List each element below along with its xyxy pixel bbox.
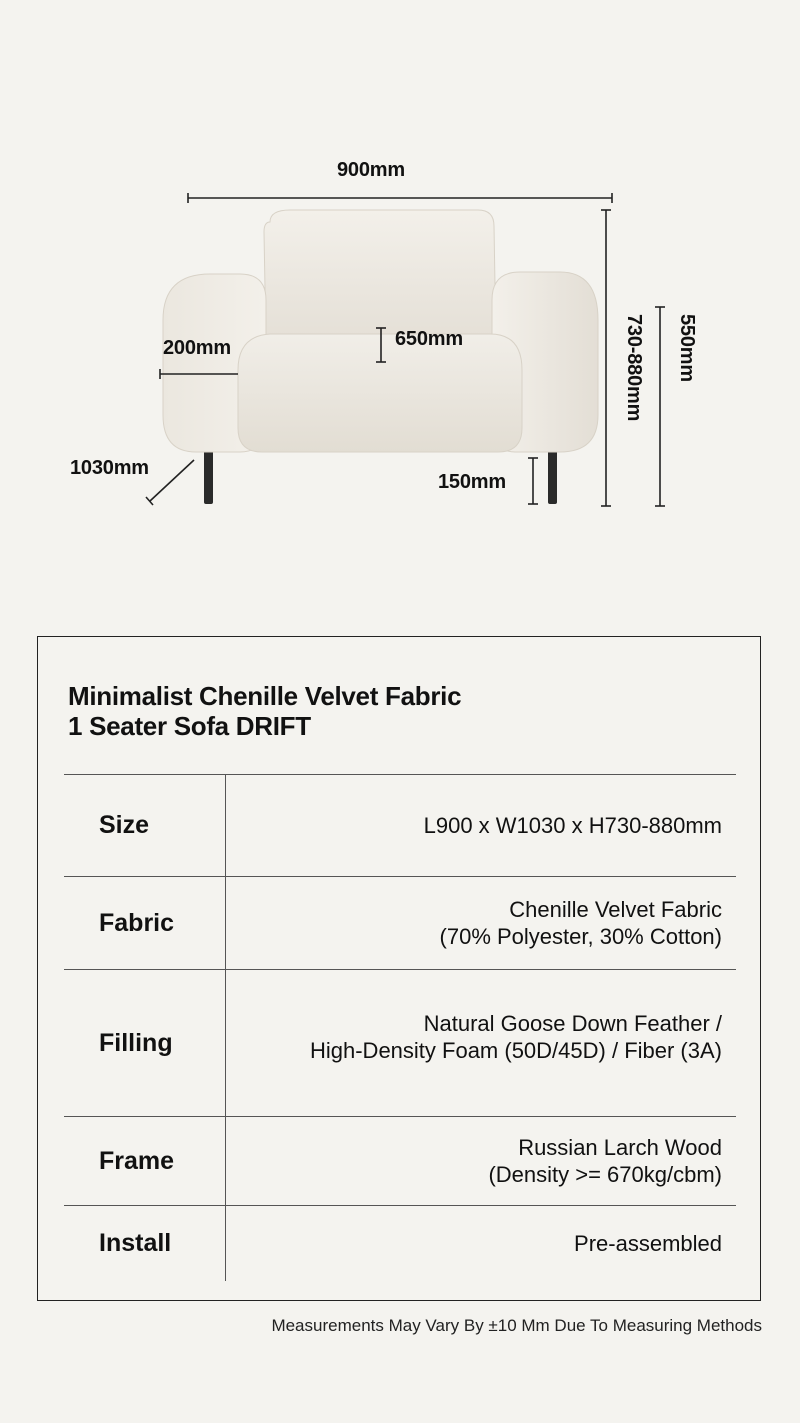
spec-value: Pre-assembled bbox=[574, 1231, 722, 1256]
spec-value: Chenille Velvet Fabric (70% Polyester, 30% Cotton) bbox=[439, 897, 722, 949]
dim-label-arm-height: 550mm bbox=[676, 314, 698, 382]
dim-line-depth bbox=[150, 460, 194, 501]
sofa-back-cushion bbox=[264, 210, 496, 345]
spec-panel bbox=[37, 636, 761, 1301]
product-title bbox=[68, 681, 461, 741]
sofa-dimension-diagram bbox=[0, 0, 800, 560]
dim-label-depth: 1030mm bbox=[70, 457, 149, 479]
spec-label: Install bbox=[64, 1206, 226, 1281]
spec-row-filling bbox=[64, 969, 736, 1116]
measurement-footnote: Measurements May Vary By ±10 Mm Due To Measuring Methods bbox=[271, 1316, 762, 1335]
spec-row-frame bbox=[64, 1116, 736, 1205]
spec-label: Frame bbox=[64, 1117, 226, 1205]
spec-value: Russian Larch Wood (Density >= 670kg/cbm) bbox=[488, 1135, 722, 1187]
spec-row-size bbox=[64, 774, 736, 876]
sofa-seat-cushion bbox=[238, 334, 522, 452]
spec-row-fabric bbox=[64, 876, 736, 969]
dim-label-arm-width: 200mm bbox=[163, 337, 231, 359]
dim-label-width: 900mm bbox=[337, 159, 405, 181]
spec-label: Fabric bbox=[64, 877, 226, 969]
spec-label: Filling bbox=[64, 970, 226, 1116]
product-title-line2: 1 Seater Sofa DRIFT bbox=[68, 711, 311, 741]
product-title-line1: Minimalist Chenille Velvet Fabric bbox=[68, 681, 462, 711]
spec-table bbox=[64, 774, 736, 1281]
spec-value: Natural Goose Down Feather / High-Density Foam (50D/45D) / Fiber (3A) bbox=[309, 1011, 722, 1063]
sofa-leg-right bbox=[548, 448, 557, 504]
spec-label: Size bbox=[64, 775, 226, 876]
sofa-leg-left bbox=[204, 448, 213, 504]
dim-label-total-height: 730-880mm bbox=[623, 314, 645, 422]
dim-label-leg-height: 150mm bbox=[438, 471, 506, 493]
dim-label-seat: 650mm bbox=[395, 328, 463, 350]
spec-value: L900 x W1030 x H730-880mm bbox=[423, 813, 722, 838]
spec-row-install bbox=[64, 1205, 736, 1281]
